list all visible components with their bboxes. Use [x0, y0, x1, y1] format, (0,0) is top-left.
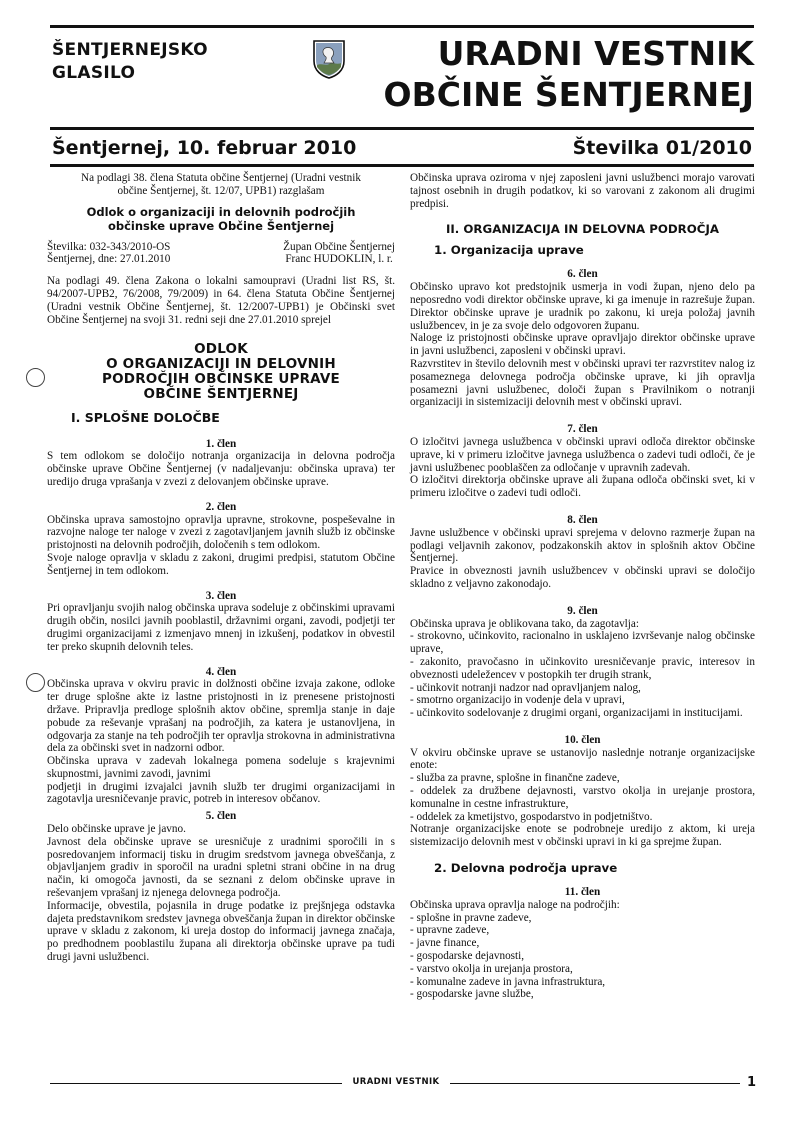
- signature-left: [47, 241, 170, 267]
- list-item: - gospodarske dejavnosti,: [410, 950, 525, 963]
- article-heading-7: 7. člen: [567, 423, 598, 436]
- binder-hole-bottom-icon: [26, 673, 45, 692]
- article-10-paragraph-1: V okviru občinske uprave se ustanovijo naslednje notranje organizacijske enote:: [410, 746, 755, 772]
- list-item: - splošne in pravne zadeve,: [410, 911, 532, 924]
- odlok-subtitle-line-2: občinske uprave Občine Šentjernej: [107, 218, 335, 233]
- list-item: - javne finance,: [410, 937, 480, 950]
- page-number: 1: [747, 1075, 757, 1090]
- article-heading-8: 8. člen: [567, 513, 598, 526]
- preamble-paragraph: Na podlagi 49. člena Zakona o lokalni samoupravi (Uradni list RS, št. 94/2007-UPB2, 76/2008, 79/2009) in 64. člena Statuta Občine Šentjernej (Uradni vestnik Občine Šentjernej, št. 12/2007-UPB1) je Občinski svet Občine Šentjernej na svoji 31. redni seji dne 27.01.2010 sprejel: [47, 275, 395, 326]
- article-11-paragraph: Občinska uprava opravlja naloge na področjih:: [410, 898, 620, 911]
- title-line-2: OBČINE ŠENTJERNEJ: [383, 75, 754, 114]
- article-4-paragraph-2: Občinska uprava v zadevah lokalnega pomena sodeluje s krajevnimi skupnostmi, javnimi zavodi, javnimi: [47, 755, 395, 780]
- article-9-list: [410, 630, 755, 720]
- list-item: - strokovno, učinkovito, racionalno in usklajeno izvrševanje nalog občinske uprave,: [410, 630, 755, 656]
- article-heading-1: 1. člen: [205, 437, 237, 450]
- title-line-1: URADNI VESTNIK: [437, 34, 754, 73]
- article-6-paragraph-1: Občinsko upravo kot predstojnik usmerja in vodi župan, njeno delo pa neposredno vodi direktor občinske uprave, ki ga imenuje in razrešuje župan. Direktor občinske uprave je uradnik po zakonu, ki ureja položaj javnih uslužbencev, in je za svoje delo odgovoren županu.: [410, 281, 755, 332]
- article-11-list: [410, 912, 755, 1002]
- dateline: [52, 134, 752, 162]
- article-heading-2: 2. člen: [205, 500, 237, 513]
- article-5-paragraph-3: Informacije, obvestila, pojasnila in druge podatke iz prejšnjega odstavka dajeta predstavnikom sredstev javnega obveščanja župan in direktor občinske uprave v skladu z zakonom, ki ureja dostop do informacij javnega značaja, po predhodnem pooblastilu župana ali direktorja občinske uprave pa tudi drugi javni uslužbenci.: [47, 899, 395, 964]
- odlok-heading-line-2: O ORGANIZACIJI IN DELOVNIH: [106, 356, 336, 373]
- right-column: [410, 172, 755, 1001]
- masthead-top-rule: [50, 25, 754, 28]
- signature-block: [47, 241, 395, 267]
- list-item: - upravne zadeve,: [410, 924, 490, 937]
- article-1-paragraph: S tem odlokom se določijo notranja organizacija in delovna področja občinske uprave Občine Šentjernej (v nadaljevanju: občinska uprava) ter uredijo druga vprašanja v zvezi z delovanjem občinske uprave.: [47, 450, 395, 488]
- intro-paragraph: Na podlagi 38. člena Statuta občine Šentjernej (Uradni vestnik občine Šentjernej, št. 12/07, UPB1) razglašam: [81, 172, 361, 197]
- article-heading-3: 3. člen: [205, 589, 237, 602]
- article-4-paragraph-1: Občinska uprava v okviru pravic in dolžnosti občine izvaja zakone, odloke ter druge splošne akte iz lastne pristojnosti in iz prenesene pristojnosti države. Pripravlja predloge splošnih aktov občine, spremlja stanje in daje pobude za reševanje vprašanj na področjih, za katera je ustanovljena, in odgovarja za stanje na teh področjih ter opravlja strokovna in administrativna dela za občinski svet in nadzorni odbor.: [47, 678, 395, 755]
- article-heading-4: 4. člen: [205, 665, 237, 678]
- issue-number: Številka 01/2010: [572, 137, 752, 159]
- list-item: - gospodarske javne službe,: [410, 988, 534, 1001]
- dateline-rule: [50, 164, 754, 167]
- article-heading-5: 5. člen: [205, 810, 237, 823]
- glasilo-line-2: GLASILO: [52, 63, 136, 83]
- article-heading-11: 11. člen: [564, 886, 601, 899]
- document-date: Šentjernej, dne: 27.01.2010: [47, 253, 171, 266]
- article-9-paragraph: Občinska uprava je oblikovana tako, da zagotavlja:: [410, 617, 639, 630]
- odlok-subtitle-line-1: Odlok o organizaciji in delovnih področjih: [86, 204, 356, 219]
- list-item: - zakonito, pravočasno in učinkovito uresničevanje pravic, interesov in obveznosti udeležencev v postopkih ter drugih strank,: [410, 655, 755, 681]
- article-5-paragraph-4: Občinska uprava oziroma v njej zaposleni javni uslužbenci morajo varovati tajnost osebnih in drugih podatkov, ki so varovani z zakonom ali drugimi predpisi.: [410, 172, 755, 210]
- article-3-paragraph: Pri opravljanju svojih nalog občinska uprava sodeluje z občinskimi upravami drugih občin, nosilci javnih pooblastil, državnimi organi, zavodi, podjetji ter drugimi organizacijami z izmenjavo mnenj in izkušenj, podatkov in obvestil ter preko skupnih delovnih teles.: [47, 602, 395, 653]
- footer-rule-left: [50, 1083, 342, 1084]
- article-5-paragraph-1: Delo občinske uprave je javno.: [47, 823, 186, 836]
- article-10-paragraph-2: Notranje organizacijske enote se podrobneje uredijo z aktom, ki ureja sistemizacijo delovnih mest v občinski upravi in ki ga sprejme župan.: [410, 823, 755, 849]
- section-heading-2: II. ORGANIZACIJA IN DELOVNA PODROČJA: [446, 222, 719, 237]
- issue-date: Šentjernej, 10. februar 2010: [52, 137, 357, 159]
- footer-rule-right: [450, 1083, 740, 1084]
- list-item: - komunalne zadeve in javna infrastruktura,: [410, 975, 606, 988]
- article-7-paragraph-2: O izločitvi direktorja občinske uprave ali župana odloča občinski svet, ki v primeru izločitve o zadevi tudi odloči.: [410, 474, 755, 500]
- subsection-heading-2: 2. Delovna področja uprave: [434, 861, 618, 876]
- mayor-title: Župan Občine Šentjernej: [283, 240, 395, 253]
- list-item: - oddelek za kmetijstvo, gospodarstvo in podjetništvo.: [410, 810, 653, 823]
- left-column: [47, 172, 395, 964]
- article-6-paragraph-2: Naloge iz pristojnosti občinske uprave opravljajo direktor občinske uprave in javni uslužbenci, zaposleni v občinski upravi.: [410, 332, 755, 358]
- subsection-heading-1: 1. Organizacija uprave: [434, 243, 584, 258]
- list-item: - oddelek za družbene dejavnosti, varstvo okolja in urejanje prostora, komunalne in cestne infrastrukture,: [410, 785, 755, 810]
- masthead-glasilo: [52, 39, 208, 85]
- masthead-bottom-rule: [50, 127, 754, 130]
- odlok-subtitle: [47, 205, 395, 233]
- odlok-heading-line-3: PODROČJIH OBČINSKE UPRAVE: [102, 370, 340, 387]
- section-heading-1: I. SPLOŠNE DOLOČBE: [71, 409, 220, 425]
- list-item: - učinkovito sodelovanje z drugimi organi, organizacijami in institucijami.: [410, 707, 743, 720]
- masthead-title: [314, 34, 754, 116]
- article-heading-10: 10. člen: [564, 733, 601, 746]
- list-item: - služba za pravne, splošne in finančne zadeve,: [410, 772, 620, 785]
- odlok-heading-line-4: OBČINE ŠENTJERNEJ: [143, 385, 299, 402]
- binder-hole-top-icon: [26, 368, 45, 387]
- list-item: - varstvo okolja in urejanja prostora,: [410, 962, 573, 975]
- article-2-paragraph-2: Svoje naloge opravlja v skladu z zakoni, drugimi predpisi, statutom Občine Šentjernej in tem odlokom.: [47, 551, 395, 577]
- odlok-heading-line-1: ODLOK: [194, 341, 248, 358]
- article-8-paragraph-2: Pravice in obveznosti javnih uslužbencev v občinski upravi se določijo skladno z veljavno zakonodajo.: [410, 565, 755, 590]
- list-item: - smotrno organizacijo in vodenje dela v upravi,: [410, 694, 625, 707]
- article-5-paragraph-2: Javnost dela občinske uprave se uresničuje z uradnimi sporočili in s posredovanjem informacij tisku in drugim sredstvom javnega obveščanja, z objavljanjem gradiv in sporočil na uradni spletni strani občine in na drug način, ki omogoča javnosti, da se seznani z delom občinske uprave in reševanjem vprašanj iz njenega delovnega področja.: [47, 835, 395, 900]
- glasilo-line-1: ŠENTJERNEJSKO: [52, 40, 208, 60]
- article-7-paragraph-1: O izločitvi javnega uslužbenca v občinski upravi odloča direktor občinske uprave, ki v primeru izločitve javnega uslužbenca o zadevi tudi odloči, če je javni uslužbenec pooblaščen za odločanje v upravnih zadevah.: [410, 435, 755, 474]
- article-6-paragraph-3: Razvrstitev in število delovnih mest v občinski upravi ter razvrstitev nalog iz posameznega delovnega področja občinske uprave, ki jih opravlja posamezni javni uslužbenec, določi župan s Pravilnikom o notranji organizaciji in sistemizaciji delovnih mest v občinski upravi.: [410, 357, 755, 409]
- footer-label: URADNI VESTNIK: [352, 1077, 440, 1087]
- odlok-heading: [47, 342, 395, 401]
- signature-right: [283, 241, 395, 267]
- article-heading-6: 6. člen: [567, 268, 598, 281]
- list-item: - učinkovit notranji nadzor nad opravljanjem nalog,: [410, 681, 641, 694]
- article-2-paragraph-1: Občinska uprava samostojno opravlja upravne, strokovne, pospeševalne in razvojne naloge ter naloge v zvezi z zagotavljanjem javnih služb iz občinske pristojnosti na delovnih področjih, določenih s tem odlokom.: [47, 513, 395, 552]
- article-10-list: [410, 772, 755, 823]
- mayor-name: Franc HUDOKLIN, l. r.: [285, 253, 393, 266]
- document-number: Številka: 032-343/2010-OS: [47, 240, 171, 253]
- article-8-paragraph-1: Javne uslužbence v občinski upravi sprejema v delovno razmerje župan na podlagi veljavnih zakonov, podzakonskih aktov in splošnih aktov Občine Šentjernej.: [410, 526, 755, 565]
- article-4-paragraph-3: podjetji in drugimi izvajalci javnih služb ter drugimi organizacijami in zagotavlja uresničevanje pravic, potreb in interesov občanov.: [47, 780, 395, 806]
- article-heading-9: 9. člen: [567, 604, 598, 617]
